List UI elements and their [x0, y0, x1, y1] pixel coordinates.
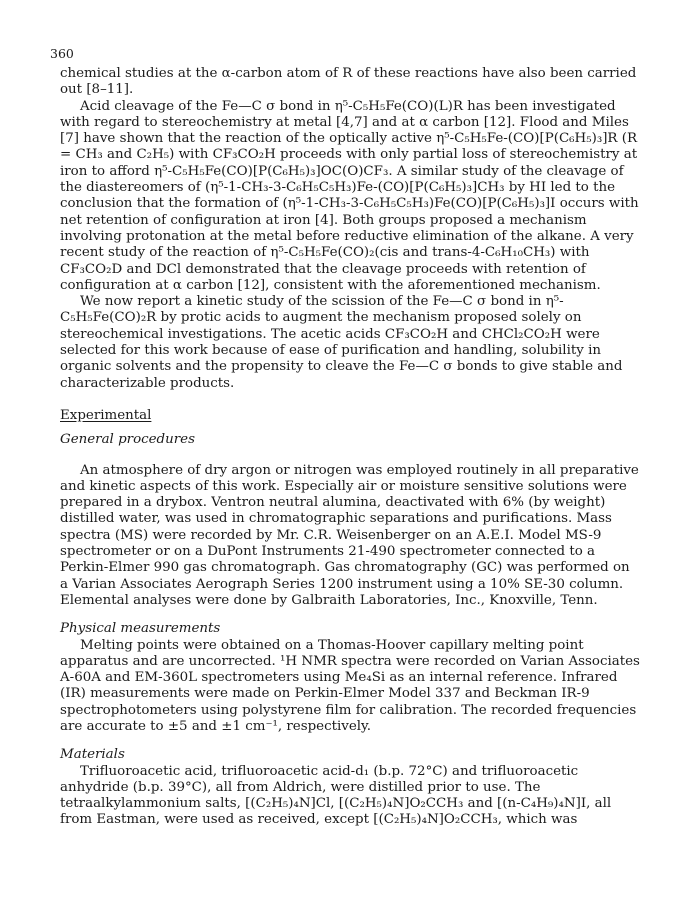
paragraph-physical-measurements: Melting points were obtained on a Thomas-Hoover capillary melting point apparatus and are uncorrected. ¹H NMR spectra were recorded on Varian Associates A-60A and EM-360L spectrometers using Me₄Si as an internal reference. Infrared (IR) measurements were made on Perkin-Elmer Model 337 and Beckman IR-9 spectrophotometers using polystyrene film for calibration. The recorded frequencies are accurate to ±5 and ±1 cm⁻¹, respectively.	[60, 637, 640, 734]
subsection-heading-materials: Materials	[60, 747, 125, 763]
paragraph-materials: Trifluoroacetic acid, trifluoroacetic acid-d₁ (b.p. 72°C) and trifluoroacetic anhydride (b.p. 39°C), all from Aldrich, were distilled prior to use. The tetraalkylammonium salts, [(C₂H₅)₄N]Cl, [(C₂H₅)₄N]O₂CCH₃ and [(n-C₄H₉)₄N]I, all from Eastman, were used as received, except [(C₂H₅)₄N]O₂CCH₃, which was	[60, 763, 612, 828]
paragraph-continuation: chemical studies at the α-carbon atom of R of these reactions have also been carried out [8–11].	[60, 66, 637, 98]
paragraph-acid-cleavage: Acid cleavage of the Fe—C σ bond in η⁵-C₅H₅Fe(CO)(L)R has been investigated with regard to stereochemistry at metal [4,7] and at α carbon [12]. Flood and Miles [7] have shown that the reaction of the optically active η⁵-C₅H₅Fe-(CO)[P(C₆H₅)₃]R (R = CH₃ and C₂H₅) with CF₃CO₂H proceeds with only partial loss of stereochemistry at iron to afford η⁵-C₅H₅Fe(CO)[P(C₆H₅)₃]OC(O)CF₃. A similar study of the cleavage of the diastereomers of (η⁵-1-CH₃-3-C₆H₅C₅H₃)Fe-(CO)[P(C₆H₅)₃]CH₃ by HI led to the conclusion that the formation of (η⁵-1-CH₃-3-C₆H₅C₅H₃)Fe(CO)[P(C₆H₅)₃]I occurs with net retention of configuration at iron [4]. Both groups proposed a mechanism involving protonation at the metal before reductive elimination of the alkane. A very recent study of the reaction of η⁵-C₅H₅Fe(CO)₂(cis and trans-4-C₆H₁₀CH₃) with CF₃CO₂D and DCl demonstrated that the cleavage proceeds with retention of configuration at α carbon [12], consistent with the aforementioned mechanism.	[60, 98, 639, 293]
subsection-heading-physical-measurements: Physical measurements	[60, 621, 221, 637]
paragraph-kinetic-study: We now report a kinetic study of the scission of the Fe—C σ bond in η⁵-C₅H₅Fe(CO)₂R by protic acids to augment the mechanism proposed solely on stereochemical investigations. The acetic acids CF₃CO₂H and CHCl₂CO₂H were selected for this work because of ease of purification and handling, solubility in organic solvents and the propensity to cleave the Fe—C σ bonds to give stable and characterizable products.	[60, 294, 623, 391]
article-body	[60, 66, 640, 829]
subsection-heading-general-procedures: General procedures	[60, 432, 195, 448]
section-heading-experimental: Experimental	[60, 407, 152, 423]
paragraph-general-procedures: An atmosphere of dry argon or nitrogen was employed routinely in all preparative and kinetic aspects of this work. Especially air or moisture sensitive solutions were prepared in a drybox. Ventron neutral alumina, deactivated with 6% (by weight) distilled water, was used in chromatographic separations and purifications. Mass spectra (MS) were recorded by Mr. C.R. Weisenberger on an A.E.I. Model MS-9 spectrometer or on a DuPont Instruments 21-490 spectrometer connected to a Perkin-Elmer 990 gas chromatograph. Gas chromatography (GC) was performed on a Varian Associates Aerograph Series 1200 instrument using a 10% SE-30 column. Elemental analyses were done by Galbraith Laboratories, Inc., Knoxville, Tenn.	[60, 462, 639, 608]
page-number: 360	[50, 46, 74, 61]
